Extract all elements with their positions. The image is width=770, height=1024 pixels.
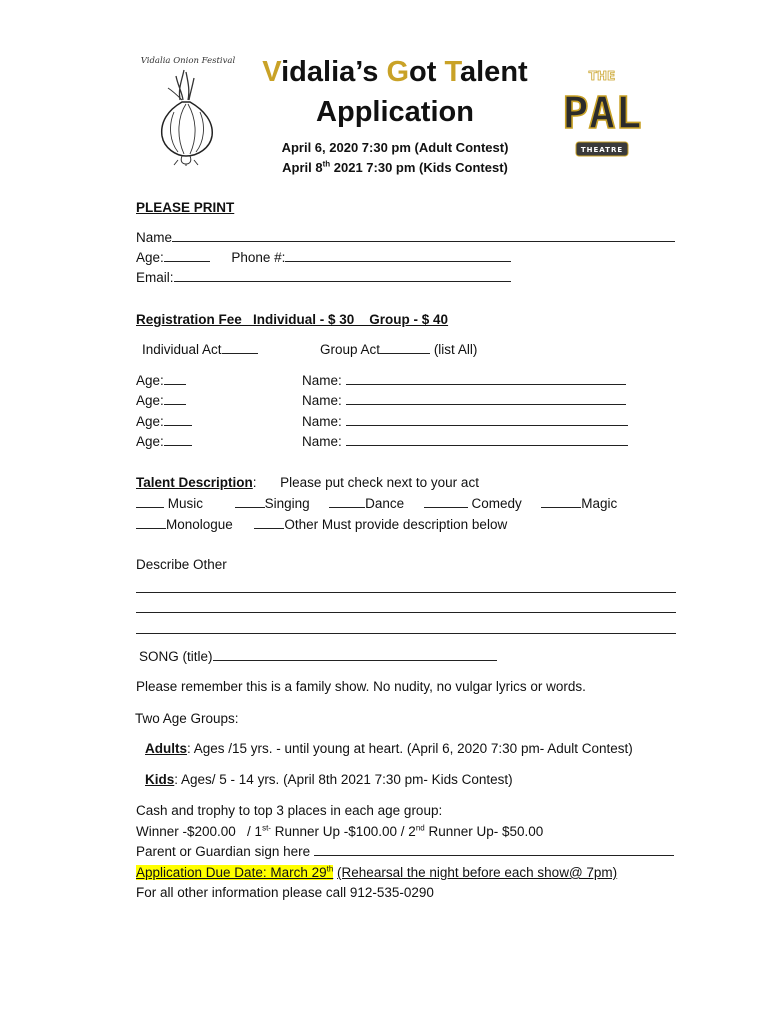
group-act-row — [320, 341, 477, 359]
member-age-label: Age: — [136, 434, 164, 449]
member-age-row — [136, 372, 186, 390]
guardian-signature-field[interactable] — [314, 844, 674, 856]
member-name-field[interactable] — [346, 393, 626, 405]
guardian-sign-label: Parent or Guardian sign here — [136, 844, 311, 859]
song-row — [139, 648, 497, 666]
due-date-row — [136, 864, 617, 882]
act-singing-label: Singing — [264, 496, 310, 511]
theatre-logo-pal: PAL — [562, 88, 642, 139]
member-age-row — [136, 413, 192, 431]
page-title: Vidalia’s Got Talent — [262, 56, 528, 88]
magic-checkbox[interactable] — [541, 496, 581, 508]
list-all-label: (list All) — [433, 342, 478, 357]
act-comedy-label: Comedy — [471, 496, 522, 511]
member-age-field[interactable] — [164, 373, 186, 385]
act-monologue-label: Monologue — [166, 517, 233, 532]
pal-theatre-logo — [562, 66, 642, 162]
rehearsal-note: (Rehearsal the night before each show@ 7pm) — [337, 865, 618, 880]
describe-other-line[interactable] — [136, 592, 676, 593]
festival-logo-text: Vidalia Onion Festival — [140, 56, 236, 66]
adult-contest-date: April 6, 2020 7:30 pm (Adult Contest) — [281, 140, 509, 155]
member-age-field[interactable] — [164, 393, 186, 405]
member-age-row — [136, 433, 192, 451]
adults-group — [145, 740, 633, 758]
please-print-label: PLEASE PRINT — [136, 200, 235, 215]
group-act-label: Group Act — [320, 342, 381, 357]
member-name-label: Name: — [302, 393, 342, 408]
act-magic-label: Magic — [581, 496, 618, 511]
registration-fee: Registration Fee Individual - $ 30 Group - $ 40 — [136, 312, 449, 327]
group-act-field[interactable] — [380, 342, 430, 354]
kids-group — [145, 771, 513, 789]
family-notice: Please remember this is a family show. No nudity, no vulgar lyrics or words. — [136, 679, 586, 694]
monologue-checkbox[interactable] — [136, 517, 166, 529]
event-dates — [230, 138, 560, 178]
name-row — [136, 229, 675, 247]
member-age-field[interactable] — [164, 434, 192, 446]
member-name-row — [302, 392, 626, 410]
kids-text: : Ages/ 5 - 14 yrs. (April 8th 2021 7:30 pm- Kids Contest) — [174, 772, 513, 787]
describe-other-line[interactable] — [136, 612, 676, 613]
music-checkbox[interactable] — [136, 496, 164, 508]
email-row — [136, 269, 511, 287]
member-age-label: Age: — [136, 414, 164, 429]
individual-act-row — [142, 341, 258, 359]
phone-field[interactable] — [285, 250, 511, 262]
name-field[interactable] — [172, 230, 675, 242]
kids-contest-date: April 8th 2021 7:30 pm (Kids Contest) — [282, 159, 508, 175]
email-label: Email: — [136, 270, 174, 285]
acts-row-1 — [136, 495, 617, 513]
describe-other-label: Describe Other — [136, 557, 227, 572]
two-age-groups: Two Age Groups: — [135, 711, 239, 726]
member-name-row — [302, 372, 626, 390]
talent-instruction: Please put check next to your act — [280, 475, 479, 490]
kids-label: Kids — [145, 772, 175, 787]
member-name-row — [302, 433, 628, 451]
theatre-logo-the: THE — [588, 69, 616, 83]
describe-other-line[interactable] — [136, 633, 676, 634]
theatre-logo-theatre: THEATRE — [580, 146, 624, 154]
age-label: Age: — [136, 250, 164, 265]
email-field[interactable] — [174, 270, 511, 282]
act-dance-label: Dance — [365, 496, 405, 511]
guardian-sign-row — [136, 843, 674, 861]
member-name-field[interactable] — [346, 434, 628, 446]
act-other-label: Other Must provide description below — [284, 517, 508, 532]
member-age-field[interactable] — [164, 414, 192, 426]
adults-text: : Ages /15 yrs. - until young at heart. (April 6, 2020 7:30 pm- Adult Contest) — [187, 741, 633, 756]
member-age-label: Age: — [136, 373, 164, 388]
comedy-checkbox[interactable] — [424, 496, 468, 508]
talent-description-label: Talent Description — [136, 475, 253, 490]
due-date-label: Application Due Date: March 29th — [136, 864, 334, 880]
name-label: Name — [136, 230, 173, 245]
prizes-intro: Cash and trophy to top 3 places in each age group: — [136, 803, 443, 818]
individual-act-label: Individual Act — [142, 342, 222, 357]
age-phone-row — [136, 249, 511, 267]
member-name-label: Name: — [302, 434, 342, 449]
member-age-label: Age: — [136, 393, 164, 408]
member-name-label: Name: — [302, 373, 342, 388]
singing-checkbox[interactable] — [235, 496, 265, 508]
page-subtitle: Application — [316, 96, 474, 128]
vidalia-onion-festival-logo — [138, 56, 238, 166]
prizes-detail: Winner -$200.00 / $1^{st-}$ Runner Up -$100.00 / 2nd Runner Up- $50.00 — [136, 823, 544, 839]
other-checkbox[interactable] — [254, 517, 284, 529]
member-age-row — [136, 392, 186, 410]
phone-label: Phone #: — [231, 250, 286, 265]
talent-description-row: Talent Description: Please put check next to your act — [136, 475, 479, 490]
song-title-field[interactable] — [213, 649, 497, 661]
acts-row-2 — [136, 516, 507, 534]
individual-act-field[interactable] — [222, 342, 258, 354]
age-field[interactable] — [164, 250, 210, 262]
contact-info: For all other information please call 912-535-0290 — [136, 885, 434, 900]
adults-label: Adults — [145, 741, 187, 756]
member-name-label: Name: — [302, 414, 342, 429]
member-name-field[interactable] — [346, 373, 626, 385]
dance-checkbox[interactable] — [329, 496, 365, 508]
title-block — [230, 52, 560, 178]
song-label: SONG (title) — [139, 649, 213, 664]
member-name-field[interactable] — [346, 414, 628, 426]
onion-icon — [138, 66, 238, 166]
act-music-label: Music — [167, 496, 204, 511]
member-name-row — [302, 413, 628, 431]
